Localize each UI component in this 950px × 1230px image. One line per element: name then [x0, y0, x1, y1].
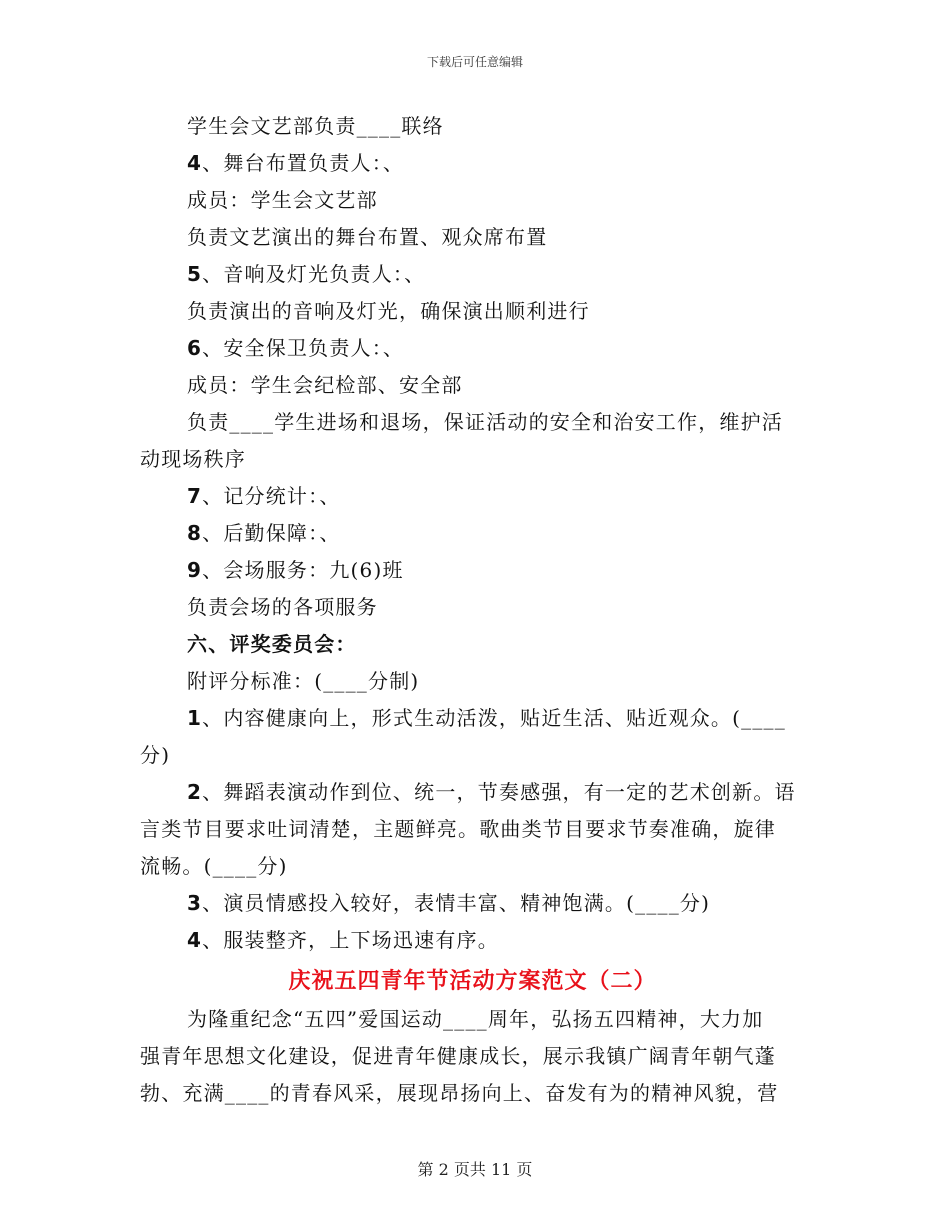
page-header: 下载后可任意编辑 [426, 55, 523, 69]
intro-paragraph [140, 1001, 805, 1112]
text-line [140, 478, 805, 515]
text-line [140, 848, 805, 885]
text-line [140, 515, 805, 552]
section-title: 庆祝五四青年节活动方案范文（二） [288, 968, 657, 994]
text-line [140, 922, 805, 959]
line-text: 言类节目要求吐词清楚，主题鲜亮。歌曲类节目要求节奏准确，旋律 [140, 817, 776, 841]
line-text: 、内容健康向上，形式生动活泼，贴近生活、贴近观众。(____ [202, 706, 786, 730]
text-line [140, 1038, 805, 1075]
text-line [140, 811, 805, 848]
text-line [140, 293, 805, 330]
item-number: 8 [187, 521, 203, 545]
line-text: 负责演出的音响及灯光，确保演出顺利进行 [187, 299, 590, 323]
line-text: 学生会文艺部负责____联络 [187, 114, 444, 138]
text-line [140, 885, 805, 922]
text-line [140, 404, 805, 441]
line-text: 为隆重纪念“五四”爱国运动____周年，弘扬五四精神，大力加 [187, 1007, 764, 1031]
document-body [140, 108, 805, 1112]
text-line [140, 663, 805, 700]
item-number: 5 [187, 262, 203, 286]
text-line [140, 330, 805, 367]
text-line [140, 441, 805, 478]
line-text: 、舞蹈表演动作到位、统一，节奏感强，有一定的艺术创新。语 [202, 780, 796, 804]
item-number: 4 [187, 151, 203, 175]
line-text: 勃、充满____的青春风采，展现昂扬向上、奋发有为的精神风貌，营 [140, 1081, 779, 1105]
text-line [140, 737, 805, 774]
text-line [140, 552, 805, 589]
item-number: 4 [187, 928, 203, 952]
line-text: 、安全保卫负责人：、 [202, 336, 405, 360]
line-text: 、后勤保障：、 [202, 521, 341, 545]
item-number: 7 [187, 484, 203, 508]
item-number: 1 [187, 706, 203, 730]
line-text: 、音响及灯光负责人：、 [202, 262, 426, 286]
text-line [140, 1075, 805, 1112]
line-text: 、会场服务：九(6)班 [202, 558, 404, 582]
line-text: 流畅。(____分) [140, 854, 288, 878]
text-line [140, 700, 805, 737]
line-text: 、记分统计：、 [202, 484, 341, 508]
text-line [140, 774, 805, 811]
item-number: 3 [187, 891, 203, 915]
page-footer: 第 2 页共 11 页 [417, 1160, 533, 1179]
line-text: 负责会场的各项服务 [187, 595, 378, 619]
line-text: 、演员情感投入较好，表情丰富、精神饱满。(____分) [202, 891, 711, 915]
line-text: 、舞台布置负责人：、 [202, 151, 405, 175]
text-line [140, 256, 805, 293]
line-text: 成员：学生会文艺部 [187, 188, 378, 212]
line-text: 六、评奖委员会： [187, 632, 357, 656]
item-number: 2 [187, 780, 203, 804]
item-number: 9 [187, 558, 203, 582]
text-line [140, 108, 805, 145]
text-line [140, 182, 805, 219]
line-text: 负责文艺演出的舞台布置、观众席布置 [187, 225, 548, 249]
text-line [140, 219, 805, 256]
line-text: 、服装整齐，上下场迅速有序。 [202, 928, 499, 952]
line-text: 成员：学生会纪检部、安全部 [187, 373, 463, 397]
text-line [140, 626, 805, 663]
text-line [140, 1001, 805, 1038]
line-text: 动现场秩序 [140, 447, 246, 471]
line-text: 附评分标准：(____分制) [187, 669, 420, 693]
item-number: 6 [187, 336, 203, 360]
text-line [140, 589, 805, 626]
text-line [140, 367, 805, 404]
list-section [140, 108, 805, 959]
text-line [140, 145, 805, 182]
line-text: 负责____学生进场和退场，保证活动的安全和治安工作，维护活 [187, 410, 783, 434]
line-text: 强青年思想文化建设，促进青年健康成长，展示我镇广阔青年朝气蓬 [140, 1044, 776, 1068]
line-text: 分) [140, 743, 171, 767]
